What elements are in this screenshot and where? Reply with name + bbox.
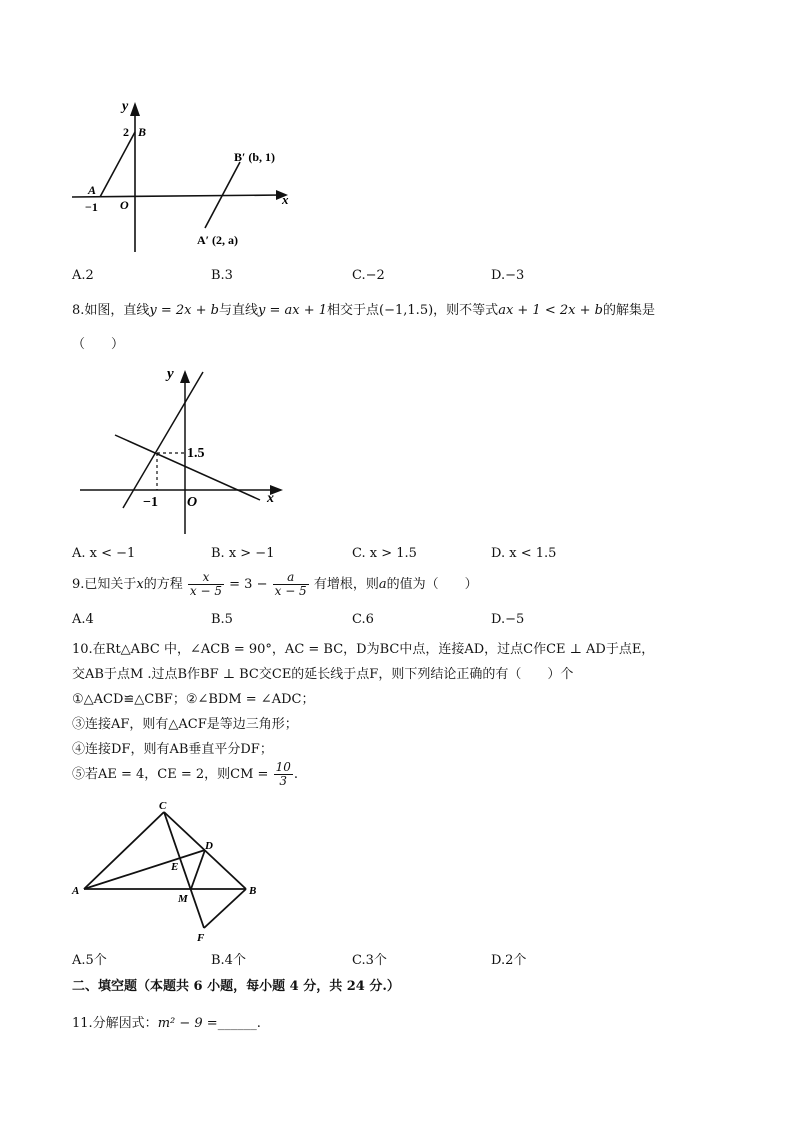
label-aprime: A′ (2, a) [197, 233, 239, 247]
q8-option-d: D. x < 1.5 [491, 546, 557, 561]
q10-option-a: A.5个 [72, 953, 107, 968]
line-2x-plus-b [123, 372, 203, 508]
label-o: O [187, 495, 198, 510]
q8-option-a: A. x < −1 [72, 546, 136, 561]
q8-answer-paren: （ ） [72, 337, 125, 352]
figure-q7 [60, 90, 310, 260]
q9-option-b: B.5 [211, 612, 233, 627]
figure-q8 [75, 360, 290, 540]
label-d: D [205, 840, 213, 852]
label-a: A [72, 885, 80, 897]
q10-statement-1-2: ①△ACD≌△CBF；②∠BDM = ∠ADC； [72, 692, 315, 707]
segment-ab [100, 132, 135, 197]
q10-option-b: B.4个 [211, 953, 246, 968]
q10-statement-4: ④连接DF，则有AB垂直平分DF； [72, 742, 273, 757]
segment-md [191, 850, 205, 889]
q7-option-c: C.−2 [352, 268, 385, 283]
q10-line2: 交AB于点M .过点B作BF ⊥ BC交CE的延长线于点F，则下列结论正确的有（ ）个 [72, 667, 574, 682]
q7-option-d: D.−3 [491, 268, 525, 283]
q7-option-a: A.2 [72, 268, 94, 283]
q9-option-a: A.4 [72, 612, 94, 627]
label-y: y [122, 99, 129, 114]
label-a: A [88, 183, 97, 197]
label-e: E [171, 861, 179, 873]
label-o: O [120, 198, 129, 212]
label-1-5: 1.5 [187, 446, 205, 461]
q9-stem: 9.已知关于x的方程 $\frac{x}{x - 5}$ = 3 − $\frac{a}{x - 5}$ 有增根，则a的值为（ ） [72, 570, 478, 598]
q11-stem: 11.分解因式：m² − 9 =______. [72, 1016, 261, 1031]
q10-option-d: D.2个 [491, 953, 527, 968]
label-neg1: −1 [143, 495, 158, 510]
answer-blank[interactable]: ______ [217, 1016, 257, 1031]
q8-stem: 8.如图，直线y = 2x + b与直线y = ax + 1相交于点(−1,1.5)，则不等式ax + 1 < 2x + b的解集是 [72, 303, 655, 318]
q10-option-c: C.3个 [352, 953, 387, 968]
q8-option-b: B. x > −1 [211, 546, 275, 561]
section-heading-fill-in: 二、填空题（本题共 6 小题，每小题 4 分，共 24 分.） [72, 979, 400, 994]
label-neg1: −1 [85, 200, 98, 214]
segment-ac [84, 812, 164, 889]
q10-statement-3: ③连接AF，则有△ACF是等边三角形； [72, 717, 298, 732]
y-axis-arrow [130, 102, 140, 116]
x-axis [72, 195, 282, 197]
label-x: x [267, 491, 274, 506]
segment-bf [204, 889, 246, 928]
label-x: x [282, 192, 289, 207]
label-f: F [197, 932, 205, 944]
fraction-10-over-3: $\frac{10}{3}$ [275, 760, 291, 788]
label-m: M [178, 893, 188, 905]
fraction-a-over-x-minus-5: $\frac{a}{x - 5}$ [274, 570, 307, 598]
label-b: B [138, 125, 147, 139]
q10-line1: 10.在Rt△ABC 中，∠ACB = 90°，AC = BC，D为BC中点，连接AD，过点C作CE ⊥ AD于点E， [72, 642, 655, 657]
q9-option-d: D.−5 [491, 612, 525, 627]
q7-option-b: B.3 [211, 268, 233, 283]
figure-q10 [70, 798, 270, 948]
label-c: C [159, 800, 167, 812]
label-y: y [167, 366, 174, 382]
fraction-x-over-x-minus-5: $\frac{x}{x - 5}$ [189, 570, 222, 598]
q9-option-c: C.6 [352, 612, 374, 627]
label-two: 2 [123, 125, 129, 139]
label-bprime: B′ (b, 1) [234, 150, 276, 164]
label-b: B [249, 885, 257, 897]
q8-option-c: C. x > 1.5 [352, 546, 417, 561]
segment-ad [84, 850, 205, 889]
q10-statement-5: ⑤若AE = 4，CE = 2，则CM = $\frac{10}{3}$ . [72, 760, 299, 788]
y-axis-arrow [180, 370, 190, 383]
